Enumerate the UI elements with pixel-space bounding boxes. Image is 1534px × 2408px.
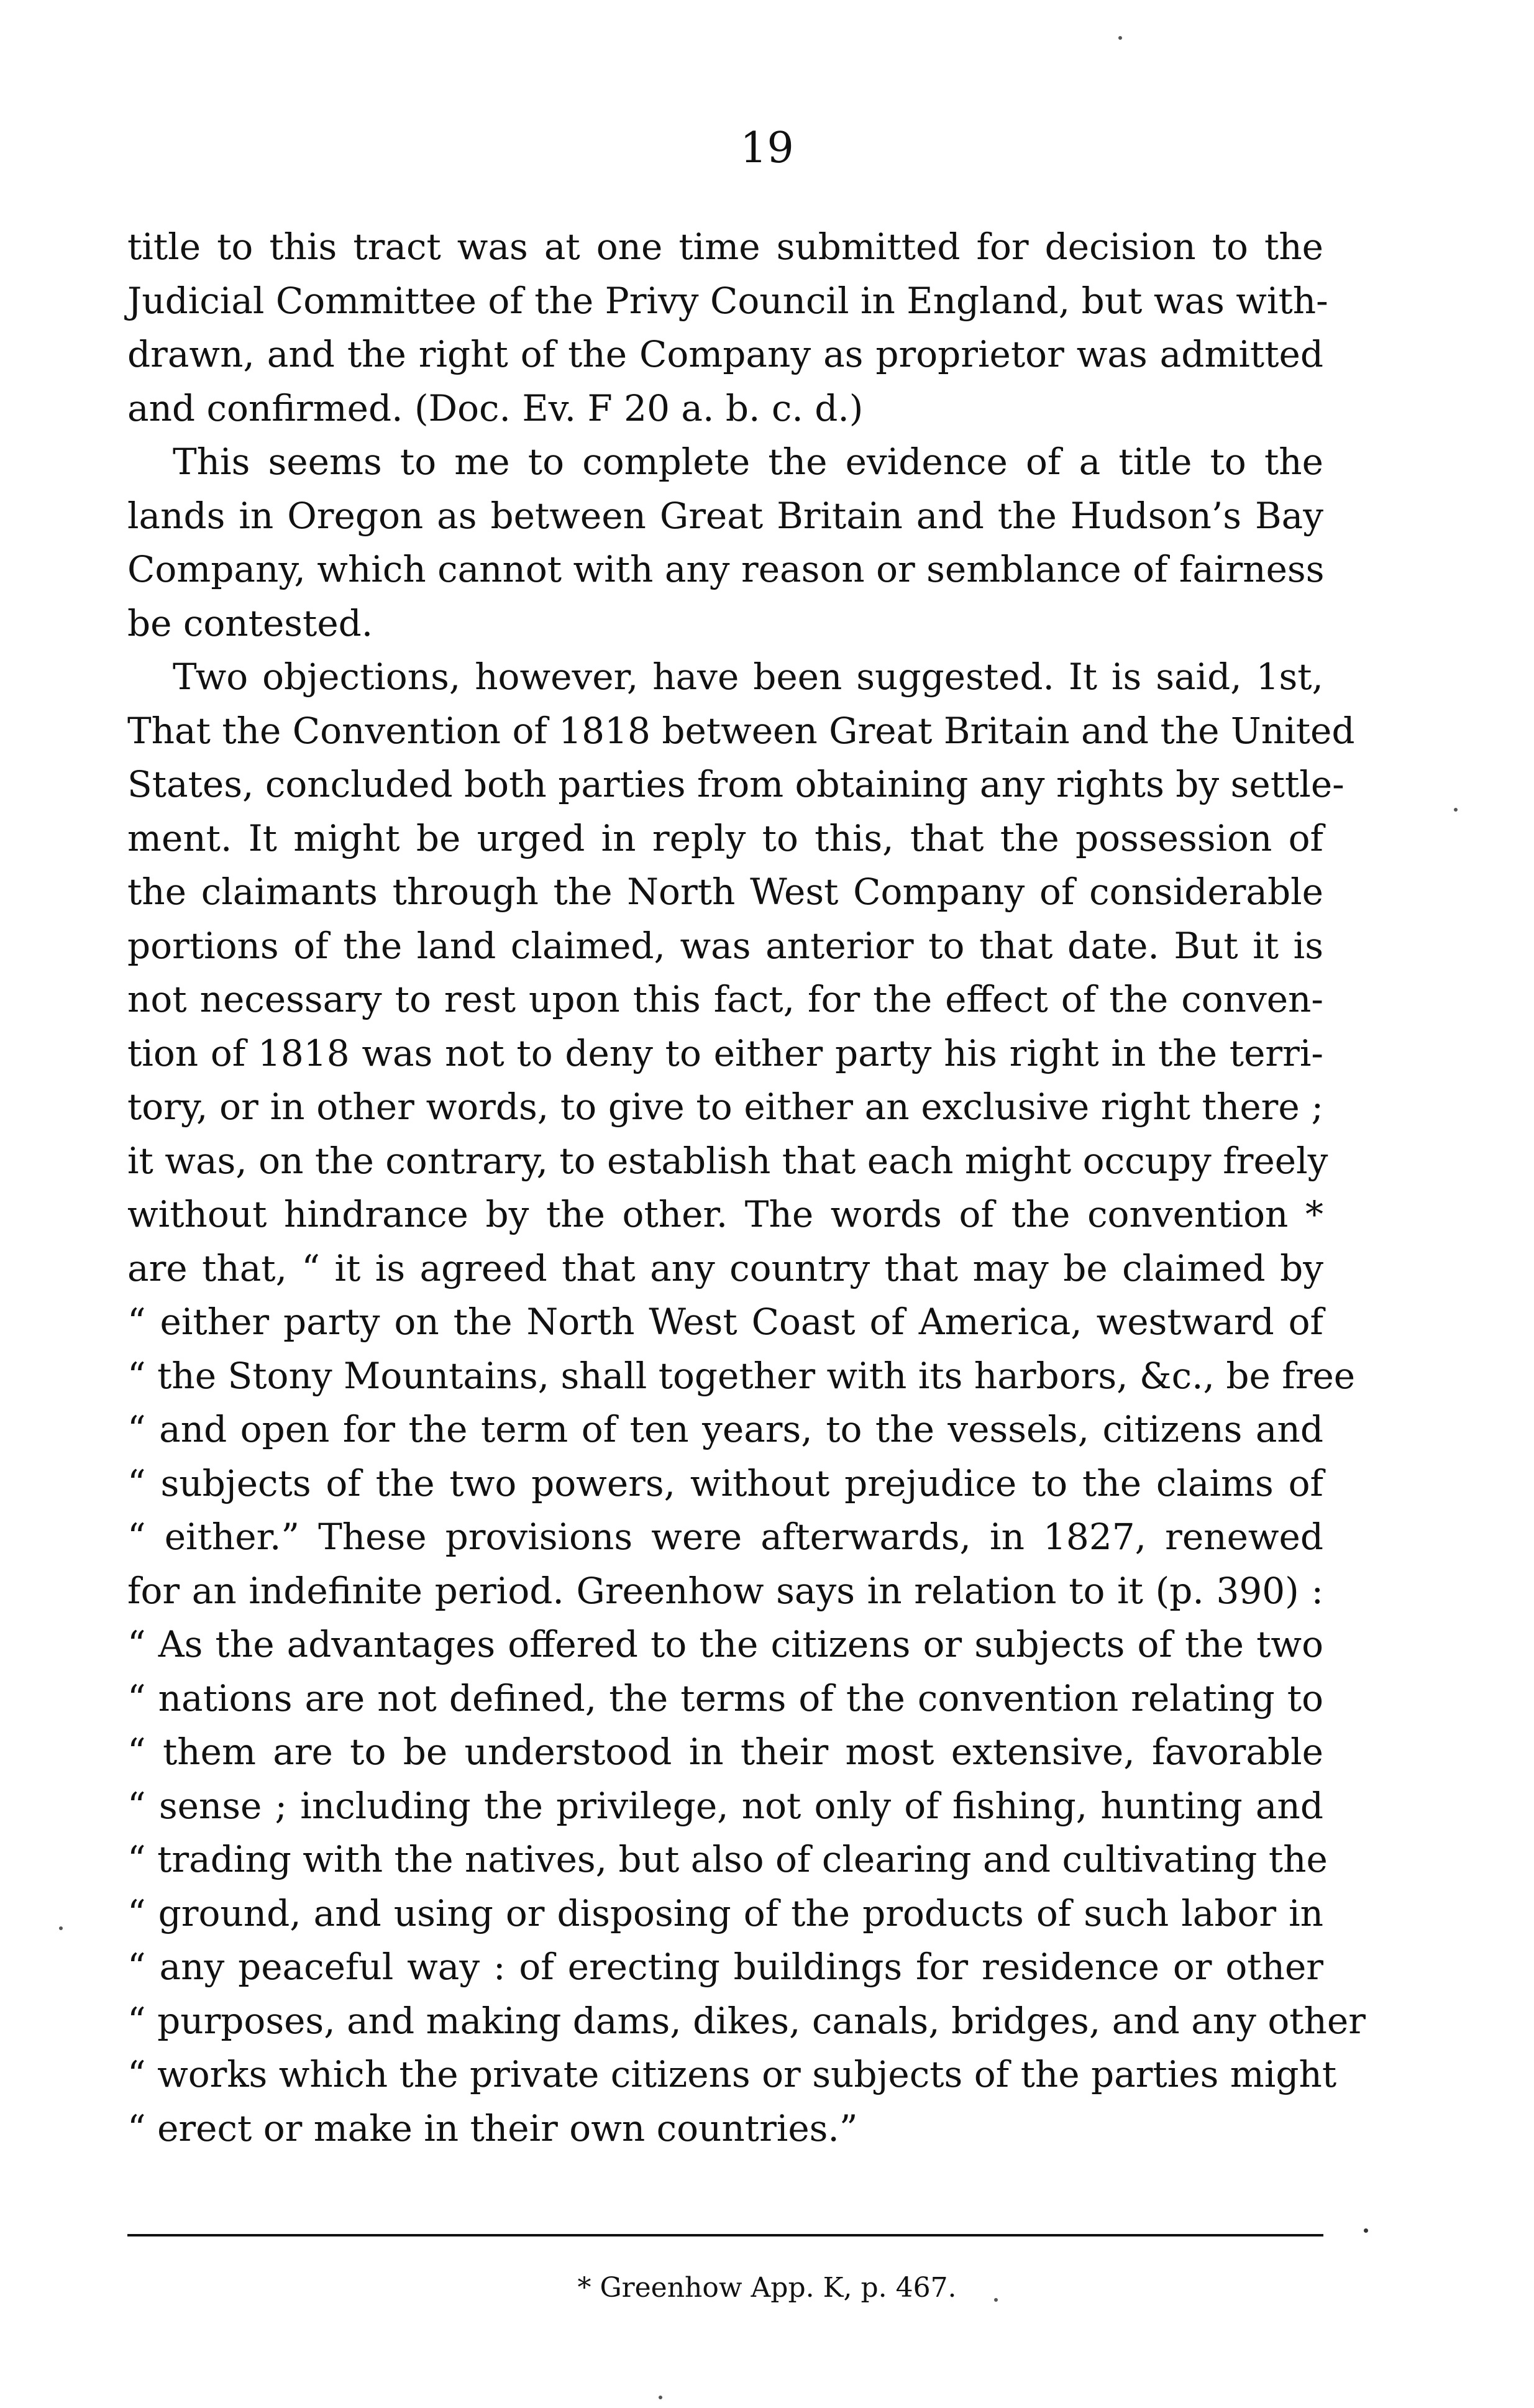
text-line: “ works which the private citizens or subjects of the parties might xyxy=(127,2053,1337,2095)
paragraph-1 xyxy=(127,220,1328,435)
text-line: ment. It might be urged in reply to this, that the possession of xyxy=(127,817,1323,859)
text-line: not necessary to rest upon this fact, for the effect of the conven- xyxy=(127,978,1323,1020)
text-line: “ sense ; including the privilege, not only of fishing, hunting and xyxy=(127,1784,1323,1827)
text-line: “ either.” These provisions were afterwards, in 1827, renewed xyxy=(127,1516,1323,1558)
text-line: “ them are to be understood in their most extensive, favorable xyxy=(127,1731,1323,1773)
ink-speck xyxy=(994,2298,998,2302)
text-line: This seems to me to complete the evidence of a title to the xyxy=(173,441,1323,483)
text-line: for an indefinite period. Greenhow says in relation to it (p. 390) : xyxy=(127,1569,1323,1612)
paragraph-3 xyxy=(127,650,1366,2155)
text-line: portions of the land claimed, was anterior to that date. But it is xyxy=(127,924,1323,967)
text-line: it was, on the contrary, to establish that each might occupy freely xyxy=(127,1139,1328,1182)
text-line: That the Convention of 1818 between Great Britain and the United xyxy=(127,709,1355,752)
text-line: are that, “ it is agreed that any country that may be claimed by xyxy=(127,1247,1323,1289)
ink-speck xyxy=(1118,36,1122,40)
ink-speck xyxy=(59,1926,63,1930)
text-line: without hindrance by the other. The words of the convention * xyxy=(127,1193,1323,1235)
text-line: “ ground, and using or disposing of the products of such labor in xyxy=(127,1892,1323,1934)
text-line: “ subjects of the two powers, without prejudice to the claims of xyxy=(127,1462,1323,1504)
ink-speck xyxy=(1454,808,1458,812)
text-line: Judicial Committee of the Privy Council in England, but was with- xyxy=(127,279,1328,322)
text-line: tion of 1818 was not to deny to either party his right in the terri- xyxy=(127,1032,1323,1074)
text-line: tory, or in other words, to give to either an exclusive right there ; xyxy=(127,1086,1323,1128)
footnote-rule xyxy=(127,2234,1323,2236)
text-line: lands in Oregon as between Great Britain and the Hudson’s Bay xyxy=(127,494,1323,537)
text-line: title to this tract was at one time submitted for decision to the xyxy=(127,226,1323,268)
text-line: “ nations are not defined, the terms of the convention relating to xyxy=(127,1677,1323,1719)
text-line: drawn, and the right of the Company as proprietor was admitted xyxy=(127,333,1323,375)
text-line: “ trading with the natives, but also of clearing and cultivating the xyxy=(127,1838,1328,1880)
text-line: “ any peaceful way : of erecting buildings for residence or other xyxy=(127,1946,1323,1988)
footnote: * Greenhow App. K, p. 467. xyxy=(577,2272,957,2304)
text-line: “ As the advantages offered to the citizens or subjects of the two xyxy=(127,1623,1323,1665)
paragraph-2 xyxy=(127,435,1323,650)
text-line: be contested. xyxy=(127,602,373,644)
text-line: “ purposes, and making dams, dikes, canals, bridges, and any other xyxy=(127,1999,1366,2042)
ink-speck xyxy=(1364,2228,1368,2233)
text-line: “ and open for the term of ten years, to the vessels, citizens and xyxy=(127,1408,1323,1450)
text-line: “ the Stony Mountains, shall together with its harbors, &c., be free xyxy=(127,1354,1356,1397)
text-line: Two objections, however, have been suggested. It is said, 1st, xyxy=(173,656,1323,698)
ink-speck xyxy=(659,2396,662,2399)
text-line: Company, which cannot with any reason or semblance of fairness xyxy=(127,548,1325,590)
text-line: States, concluded both parties from obtaining any rights by settle- xyxy=(127,763,1345,805)
text-line: and confirmed. (Doc. Ev. F 20 a. b. c. d.) xyxy=(127,387,864,429)
text-line: “ erect or make in their own countries.” xyxy=(127,2107,858,2149)
text-line: “ either party on the North West Coast of America, westward of xyxy=(127,1301,1323,1343)
page-number: 19 xyxy=(740,124,794,173)
text-line: the claimants through the North West Company of considerable xyxy=(127,871,1323,913)
